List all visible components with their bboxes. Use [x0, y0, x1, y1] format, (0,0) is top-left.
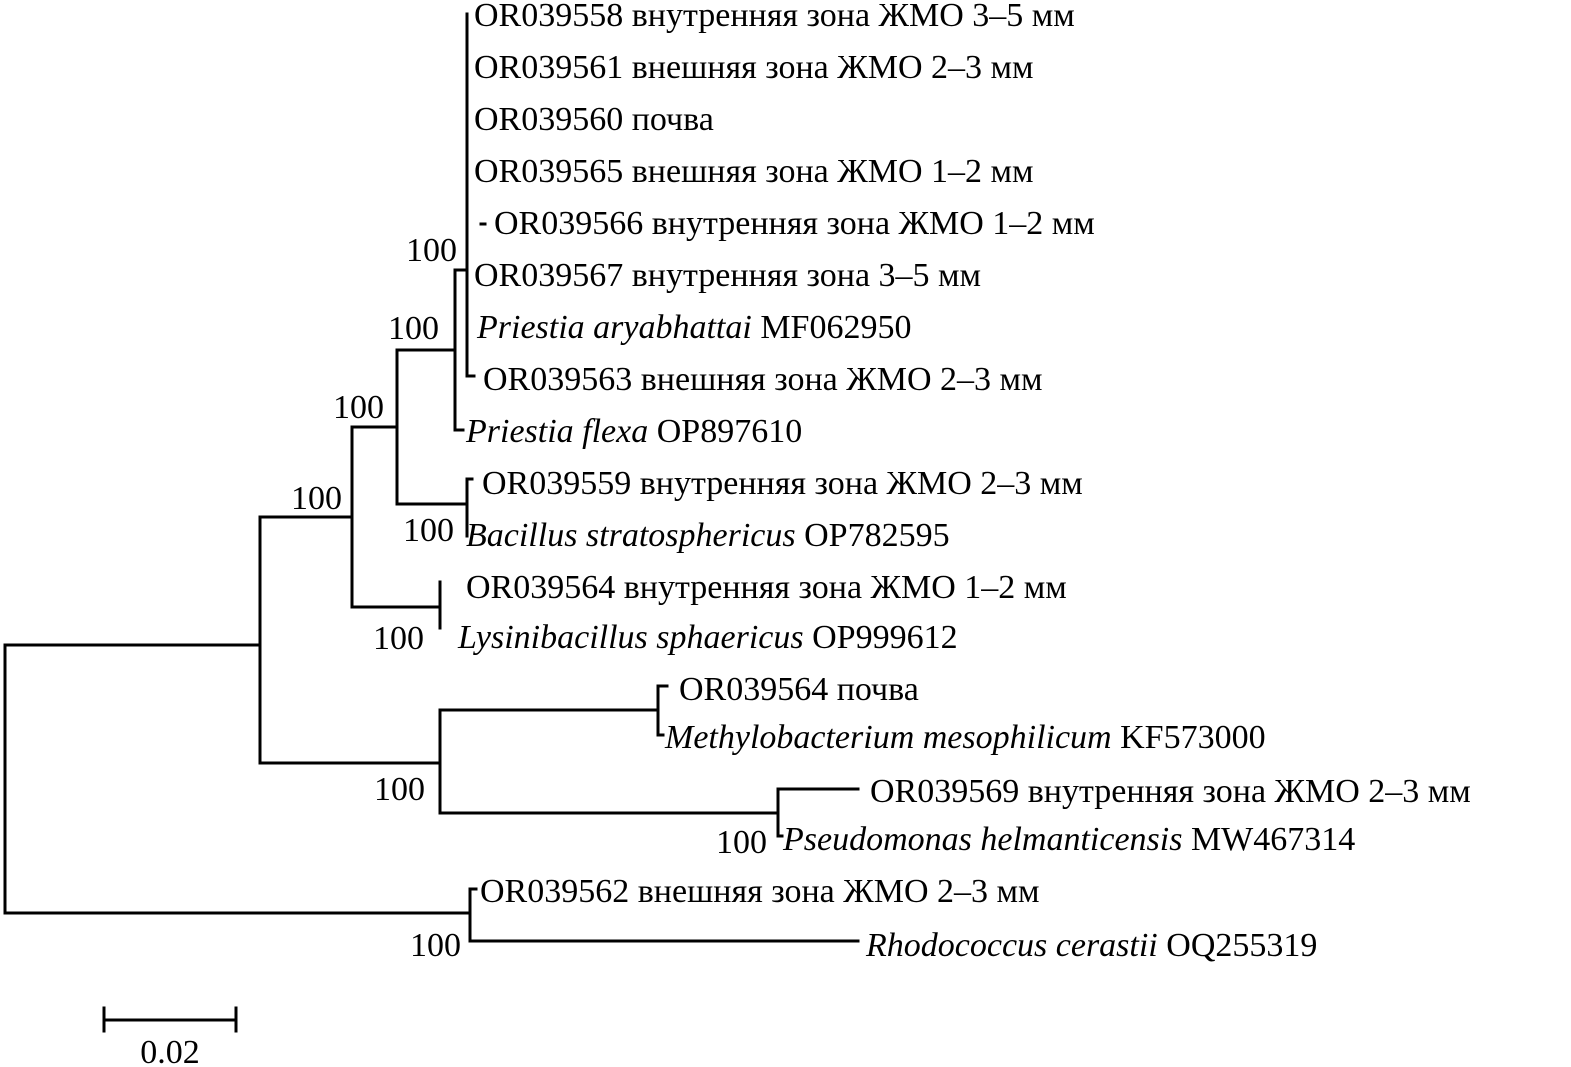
leaf-species-name: Bacillus stratosphericus	[466, 517, 796, 554]
leaf-label	[474, 153, 1034, 190]
leaf-label-text: OR039558 внутренняя зона ЖМО 3–5 мм	[474, 0, 1075, 34]
leaf-label	[870, 773, 1471, 810]
leaf-species-name: Rhodococcus cerastii	[866, 927, 1158, 964]
leaf-label-text: OR039567 внутренняя зона 3–5 мм	[474, 257, 982, 294]
leaf-label-text: MW467314	[1182, 821, 1356, 858]
leaf-label	[664, 719, 1266, 756]
scale-bar-line	[104, 1008, 236, 1031]
leaf-label	[483, 361, 1043, 398]
bootstrap-value: 100	[374, 771, 425, 808]
leaf-label	[474, 49, 1034, 86]
leaf-label-text: OP897610	[648, 413, 803, 450]
leaf-label	[482, 465, 1083, 502]
bootstrap-value: 100	[333, 389, 384, 426]
leaf-label	[457, 619, 958, 656]
leaf-label-text: OR039565 внешняя зона ЖМО 1–2 мм	[474, 153, 1034, 190]
leaf-label	[476, 309, 911, 346]
leaf-species-name: Pseudomonas helmanticensis	[783, 821, 1183, 858]
bootstrap-value: 100	[716, 824, 767, 861]
leaf-label-text: OP782595	[795, 517, 950, 554]
bootstrap-value: 100	[403, 512, 454, 549]
leaf-label-text: OR039560 почва	[474, 101, 714, 138]
bootstrap-value: 100	[291, 480, 342, 517]
leaf-label-text: OR039562 внешняя зона ЖМО 2–3 мм	[480, 873, 1040, 910]
leaf-species-name: Priestia aryabhattai	[477, 309, 752, 346]
scale-bar-label: 0.02	[140, 1034, 200, 1067]
leaf-label	[782, 821, 1355, 858]
leaf-label	[480, 873, 1040, 910]
leaf-label-text: OR039564 внутренняя зона ЖМО 1–2 мм	[466, 569, 1067, 606]
bootstrap-value: 100	[406, 232, 457, 269]
leaf-label-text: KF573000	[1111, 719, 1266, 756]
leaf-label	[466, 517, 950, 554]
leaf-species-name: Methylobacterium mesophilicum	[665, 719, 1112, 756]
bootstrap-value: 100	[373, 620, 424, 657]
priestia-branch	[455, 270, 467, 430]
leaf-label-text: OR039559 внутренняя зона ЖМО 2–3 мм	[482, 465, 1083, 502]
leaf-label-text: OP999612	[803, 619, 958, 656]
leaf-label	[474, 257, 981, 294]
leaf-label	[474, 0, 1075, 34]
scale-bar	[104, 1008, 236, 1067]
bootstrap-value: 100	[410, 927, 461, 964]
leaf-label	[466, 569, 1067, 606]
leaf-label-text: OR039561 внешняя зона ЖМО 2–3 мм	[474, 49, 1034, 86]
leaf-label-text: OQ255319	[1157, 927, 1318, 964]
leaf-label	[494, 205, 1095, 242]
leaf-species-name: Priestia flexa	[466, 413, 649, 450]
bootstrap-value: 100	[388, 310, 439, 347]
leaf-label	[865, 927, 1317, 964]
leaf-label	[474, 101, 714, 138]
aryabhattai-clade-branch	[467, 14, 474, 376]
leaf-label-text: OR039563 внешняя зона ЖМО 2–3 мм	[483, 361, 1043, 398]
leaf-label-text: OR039569 внутренняя зона ЖМО 2–3 мм	[870, 773, 1471, 810]
leaf-species-name: Lysinibacillus sphaericus	[458, 619, 804, 656]
leaf-label-text: OR039566 внутренняя зона ЖМО 1–2 мм	[494, 205, 1095, 242]
leaf-label-text: OR039564 почва	[679, 671, 919, 708]
leaf-label-text: MF062950	[751, 309, 912, 346]
leaf-labels	[457, 0, 1471, 964]
leaf-label	[465, 413, 802, 450]
leaf-label	[679, 671, 919, 708]
